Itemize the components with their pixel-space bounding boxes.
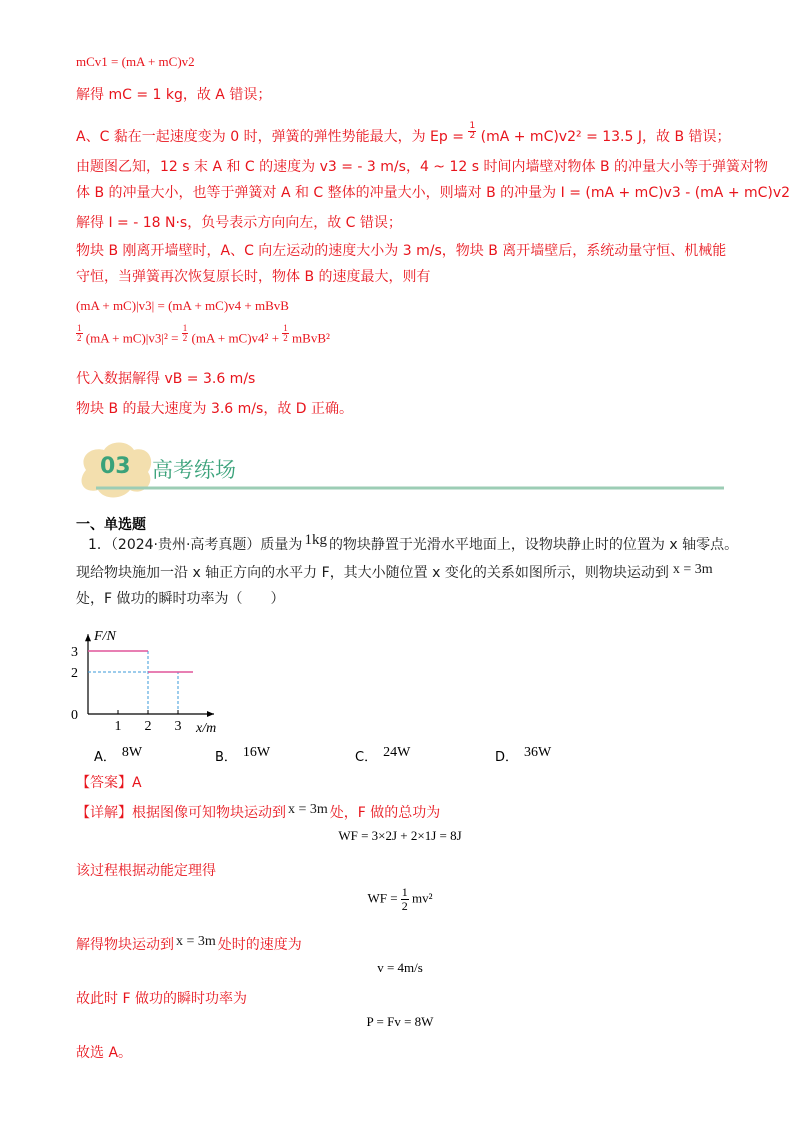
- x-axis-arrow: [207, 711, 214, 717]
- detail-line-3: 解得物块运动到 x = 3m 处时的速度为: [76, 934, 302, 953]
- detail-eq-kinetic: WF = $\frac{1}{2}$ mv²: [367, 885, 433, 913]
- solution-eq-energy: $\frac{1}{2}$ (mA + mC)|v3|² = $\frac{1}{2}$ (mA + mC)v4² + $\frac{1}{2}$ mBvB²: [77, 323, 330, 346]
- option-a[interactable]: A． 8W: [94, 745, 143, 765]
- solution-eq-momentum-2: (mA + mC)|v3| = (mA + mC)v4 + mBvB: [76, 298, 289, 313]
- question-line-2: 现给物块施加一沿 x 轴正方向的水平力 F，其大小随位置 x 变化的关系如图所示，则物块运动到 x = 3m: [76, 562, 713, 581]
- detail-line-4: 故此时 F 做功的瞬时功率为: [76, 991, 247, 1007]
- section-title: 高考练场: [152, 458, 236, 482]
- solution-line-mc: 解得 mC = 1 kg，故 A 错误；: [76, 87, 272, 103]
- section-number: 03: [100, 454, 131, 479]
- fraction-half: $\frac{1}{2}$: [283, 323, 288, 343]
- x-axis-label: x/m: [196, 721, 217, 736]
- option-b[interactable]: B． 16W: [215, 745, 271, 765]
- fraction-half: $\frac{1}{2}$: [469, 120, 476, 141]
- section-heading: 一、单选题: [76, 517, 146, 533]
- solution-ep-text: A、C 黏在一起速度变为 0 时，弹簧的弹性势能最大，为 Ep =: [76, 129, 464, 145]
- y-tick-label-2: 2: [71, 666, 78, 681]
- solution-line-conclusion: 物块 B 的最大速度为 3.6 m/s，故 D 正确。: [76, 401, 353, 417]
- x-tick-label-2: 2: [144, 719, 152, 734]
- x-tick-label-3: 3: [174, 719, 182, 734]
- solution-line-impulse-1: 由题图乙知，12 s 末 A 和 C 的速度为 v3 = - 3 m/s，4 ~ 12 s 时间内墙壁对物体 B 的冲量大小等于弹簧对物: [76, 159, 768, 175]
- x-tick-label-1: 1: [114, 719, 122, 734]
- solution-eq-momentum-1: mCv1 = (mA + mC)v2: [76, 54, 195, 69]
- answer: 【答案】A: [76, 775, 142, 791]
- y-tick-label-0: 0: [71, 708, 78, 723]
- mass-value: 1kg: [304, 532, 327, 548]
- question-line-3: 处，F 做功的瞬时功率为（ ）: [76, 591, 285, 607]
- option-d[interactable]: D． 36W: [495, 745, 552, 765]
- y-tick-label-3: 3: [71, 645, 78, 660]
- detail-line-2: 该过程根据动能定理得: [76, 863, 216, 879]
- solution-line-conservation-1: 物块 B 刚离开墙壁时，A、C 向左运动的速度大小为 3 m/s，物块 B 离开墙壁后，系统动量守恒、机械能: [76, 243, 727, 259]
- detail-line-5: 故选 A。: [76, 1045, 133, 1061]
- section-banner: [76, 440, 726, 500]
- question-line-1: 1．（2024·贵州·高考真题）质量为 1kg 的物块静置于光滑水平地面上，设物块静止时的位置为 x 轴零点。: [88, 532, 739, 553]
- detail-position-value: x = 3m: [176, 934, 216, 949]
- fraction-half: $\frac{1}{2}$: [401, 885, 408, 913]
- fraction-half: $\frac{1}{2}$: [182, 323, 188, 343]
- solution-line-vb: 代入数据解得 vB = 3.6 m/s: [76, 371, 256, 387]
- option-c[interactable]: C． 24W: [355, 745, 411, 765]
- force-position-chart: [66, 610, 246, 740]
- fraction-half: $\frac{1}{2}$: [77, 323, 82, 343]
- y-axis-label: F/N: [94, 629, 116, 645]
- solution-ep-text-b: (mA + mC)v2² = 13.5 J，故 B 错误；: [480, 129, 731, 145]
- solution-line-impulse-result: 解得 I = - 18 N·s，负号表示方向向左，故 C 错误；: [76, 215, 402, 231]
- y-axis-arrow: [85, 634, 91, 641]
- solution-line-ep: [76, 120, 731, 147]
- detail-position-value: x = 3m: [288, 802, 328, 817]
- solution-line-impulse-2: 体 B 的冲量大小，也等于弹簧对 A 和 C 整体的冲量大小，则墙对 B 的冲量为 I = (mA + mC)v3 - (mA + mC)v2: [76, 185, 791, 201]
- detail-line-1: 【详解】根据图像可知物块运动到 x = 3m 处，F 做的总功为: [76, 802, 441, 821]
- solution-line-conservation-2: 守恒，当弹簧再次恢复原长时，物体 B 的速度最大，则有: [76, 269, 431, 285]
- detail-eq-work: WF = 3×2J + 2×1J = 8J: [338, 828, 462, 843]
- detail-eq-velocity: v = 4m/s: [377, 960, 423, 975]
- position-value: x = 3m: [672, 562, 713, 577]
- detail-eq-power: P = Fv = 8W: [366, 1014, 434, 1029]
